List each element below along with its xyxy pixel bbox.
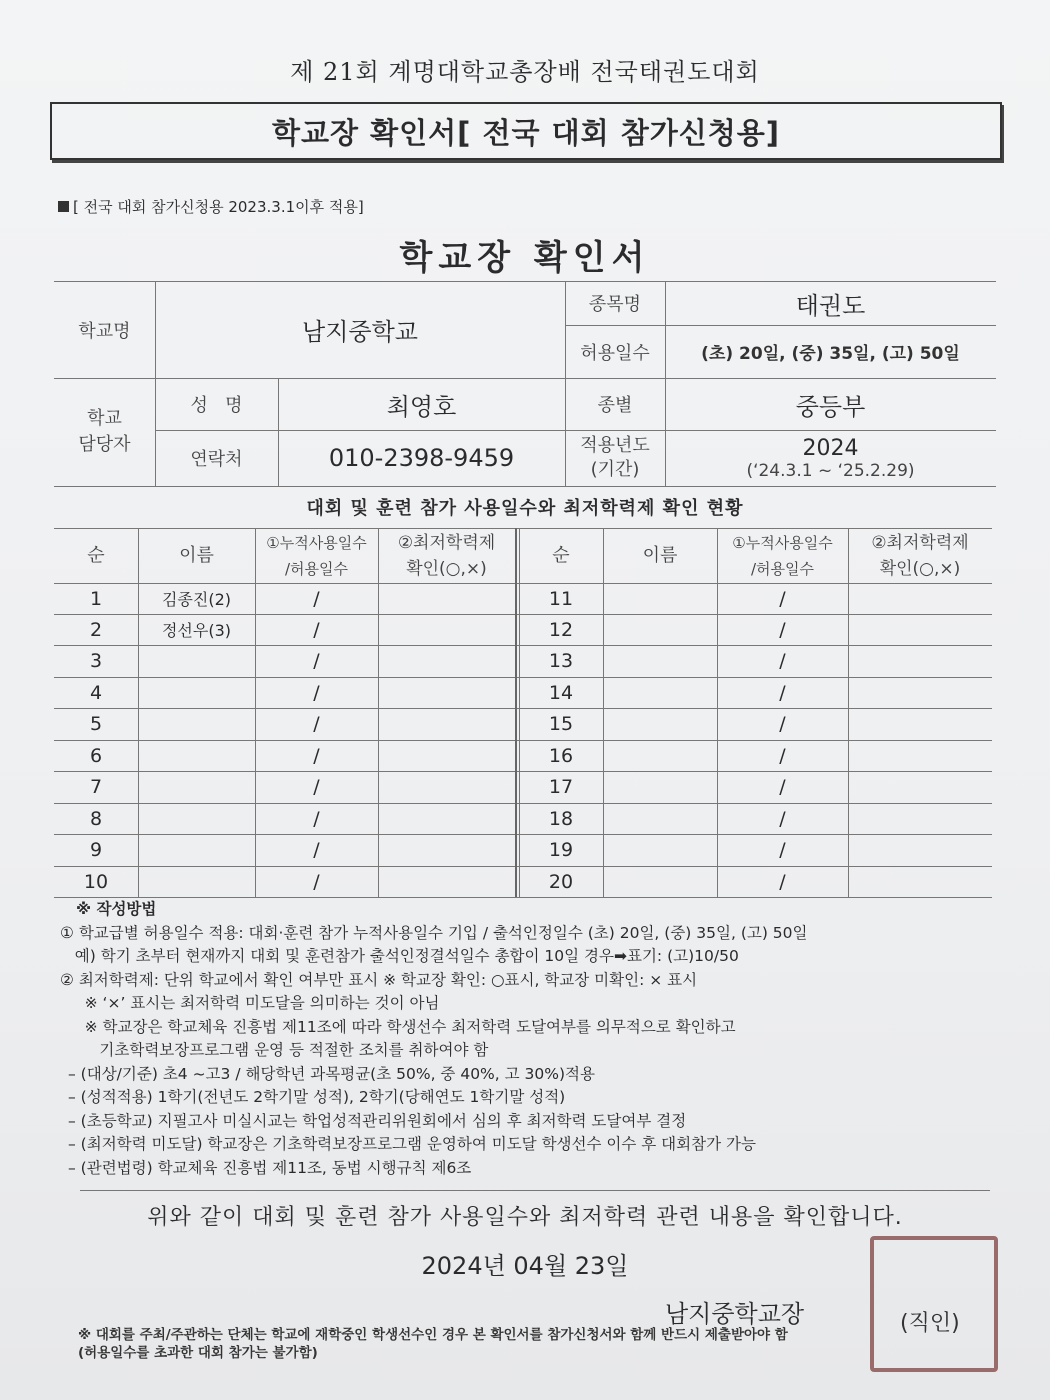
- row-days: /: [779, 776, 786, 798]
- row-no: 12: [548, 618, 574, 641]
- header-name-left: 이름: [179, 544, 214, 566]
- note-line: ① 학교급별 허용일수 적용: 대회·훈련 참가 누적사용일수 기입 / 출석인정일수 (초) 20일, (중) 35일, (고) 50일: [60, 923, 808, 942]
- row-name: 김종진(2): [161, 590, 232, 609]
- header-no-left: 순: [87, 544, 105, 566]
- row-no: 14: [548, 681, 574, 704]
- row-no: 20: [548, 870, 574, 893]
- note-line: – (대상/기준) 초4 ~고3 / 해당학년 과목평균(초 50%, 중 40%, 고 30%)적용: [68, 1064, 595, 1083]
- allowed-value: (초) 20일, (중) 35일, (고) 50일: [701, 344, 960, 364]
- form-title-box: [50, 102, 1002, 160]
- row-no: 2: [89, 618, 103, 641]
- manager-label: 학교 담당자: [78, 408, 131, 455]
- form-title: 학교장 확인서[ 전국 대회 참가신청용]: [271, 115, 781, 150]
- apply-note: [58, 196, 364, 217]
- issue-date: 2024년 04월 23일: [421, 1252, 629, 1280]
- note-line: ② 최저학력제: 단위 학교에서 확인 여부만 표시 ※ 학교장 확인: ○표시, 학교장 미확인: × 표시: [60, 970, 698, 989]
- allowed-label: 허용일수: [580, 342, 650, 364]
- note-line: ※ ‘×’ 표시는 최저학력 미도달을 의미하는 것이 아님: [60, 994, 440, 1012]
- contact-label: 연락처: [190, 449, 243, 470]
- note-line: ※ 작성방법: [76, 900, 157, 918]
- row-no: 8: [89, 807, 103, 830]
- school-label: 학교명: [78, 320, 131, 342]
- row-days: /: [779, 618, 786, 641]
- category-value: 중등부: [795, 392, 866, 421]
- row-days: /: [779, 650, 786, 672]
- row-no: 9: [89, 839, 103, 861]
- row-no: 17: [548, 776, 574, 798]
- contact-value: 010-2398-9459: [328, 444, 515, 472]
- note-line: – (최저학력 미도달) 학교장은 기초학력보장프로그램 운영하여 미도달 학생선수 이수 후 대회참가 가능: [68, 1135, 756, 1153]
- row-days: /: [779, 681, 786, 704]
- doc-title: 학교장 확인서: [399, 238, 651, 278]
- row-days: /: [313, 650, 320, 672]
- school-name: 남지중학교: [302, 318, 418, 346]
- row-days: /: [313, 618, 320, 641]
- row-days: /: [313, 744, 320, 767]
- row-no: 15: [548, 713, 574, 735]
- row-no: 7: [89, 776, 103, 798]
- row-days: /: [779, 839, 786, 861]
- row-no: 13: [548, 650, 574, 672]
- header-days-left: ①누적사용일수 /허용일수: [266, 533, 367, 578]
- row-days: /: [779, 587, 786, 610]
- row-name: 정선우(3): [161, 621, 232, 640]
- year-value: 2024: [802, 435, 859, 461]
- event-title: 제 21회 계명대학교총장배 전국태권도대회: [290, 58, 760, 86]
- row-days: /: [313, 587, 320, 610]
- row-no: 19: [548, 839, 574, 861]
- confirmation-statement: 위와 같이 대회 및 훈련 참가 사용일수와 최저학력 관련 내용을 확인합니다.: [147, 1205, 903, 1230]
- sport-label: 종목명: [588, 294, 642, 315]
- footnote: ※ 대회를 주최/주관하는 단체는 학교에 재학중인 학생선수인 경우 본 확인서를 참가신청서와 함께 반드시 제출받아야 함 (허용일수를 초과한 대회 참가는 불가함): [78, 1327, 788, 1361]
- manager-name: 최영호: [386, 392, 457, 421]
- header-check-right: ②최저학력제 확인(○,×): [871, 532, 969, 579]
- row-no: 11: [548, 587, 574, 610]
- year-cell: [665, 430, 996, 486]
- header-no-right: 순: [552, 544, 570, 566]
- bullet-square-icon: [58, 201, 69, 212]
- note-line: ※ 학교장은 학교체육 진흥법 제11조에 따라 학생선수 최저학력 도달여부를 의무적으로 확인하고: [60, 1017, 736, 1036]
- header-name-right: 이름: [642, 544, 678, 566]
- row-days: /: [313, 870, 320, 893]
- row-days: /: [313, 681, 320, 704]
- row-no: 5: [89, 713, 103, 735]
- header-check-left: ②최저학력제 확인(○,×): [397, 532, 496, 579]
- note-line: – (관련법령) 학교체육 진흥법 제11조, 동법 시행규칙 제6조: [68, 1158, 472, 1177]
- row-no: 16: [548, 744, 574, 767]
- row-no: 6: [89, 744, 103, 767]
- note-line: 예) 학기 초부터 현재까지 대회 및 훈련참가 출석인정결석일수 총합이 10일 경우➡표기: (고)10/50: [60, 947, 739, 965]
- row-no: 4: [89, 681, 103, 704]
- writing-instructions: [60, 898, 1020, 1180]
- row-no: 18: [548, 807, 574, 830]
- principal-title: 남지중학교장: [665, 1300, 805, 1328]
- seal-label: (직인): [900, 1311, 960, 1336]
- row-no: 10: [83, 870, 109, 893]
- year-period: (‘24.3.1 ~ ‘25.2.29): [746, 460, 915, 481]
- row-days: /: [313, 776, 320, 798]
- category-label: 종별: [597, 395, 633, 416]
- row-no: 3: [89, 650, 103, 672]
- header-days-right: ①누적사용일수 /허용일수: [732, 533, 833, 578]
- row-days: /: [313, 839, 320, 861]
- manager-name-label: 성 명: [190, 395, 243, 416]
- note-line: 기초학력보장프로그램 운영 등 적절한 조치를 취하여야 함: [60, 1041, 489, 1059]
- row-days: /: [779, 713, 786, 735]
- apply-note-text: [ 전국 대회 참가신청용 2023.3.1이후 적용]: [73, 198, 364, 216]
- row-days: /: [779, 870, 786, 893]
- note-line: – (성적적용) 1학기(전년도 2학기말 성적), 2학기(당해연도 1학기말 성적): [68, 1088, 566, 1106]
- note-line: – (초등학교) 지필고사 미실시교는 학업성적관리위원회에서 심의 후 최저학력 도달여부 결정: [68, 1111, 687, 1130]
- sport-value: 태권도: [795, 291, 866, 320]
- status-table-title: 대회 및 훈련 참가 사용일수와 최저학력제 확인 현황: [306, 498, 744, 519]
- row-days: /: [779, 744, 786, 767]
- row-days: /: [313, 713, 320, 735]
- year-label: 적용년도 (기간): [580, 435, 650, 480]
- row-days: /: [313, 807, 320, 830]
- row-no: 1: [89, 587, 103, 610]
- row-days: /: [779, 807, 786, 830]
